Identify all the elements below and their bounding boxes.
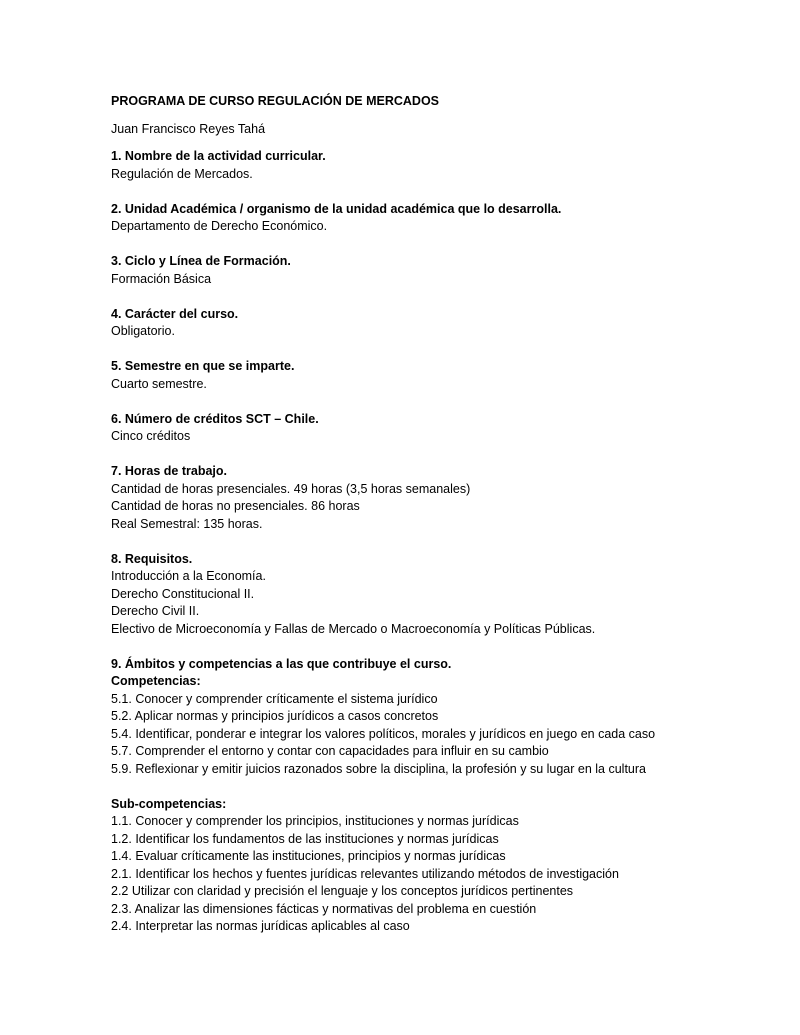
section-heading: 7. Horas de trabajo. [111,464,228,478]
section-line: Formación Básica [111,271,212,286]
section-5 [111,358,771,393]
section-line: Derecho Constitucional II. [111,586,255,601]
section-line: Regulación de Mercados. [111,166,253,181]
section-line: Cinco créditos [111,429,191,443]
section-heading: 6. Número de créditos SCT – Chile. [111,411,319,426]
section-heading: 2. Unidad Académica / organismo de la unidad académica que lo desarrolla. [111,201,562,216]
section-8 [111,551,771,639]
document-author: Juan Francisco Reyes Tahá [111,121,266,136]
competencia-item: 5.2. Aplicar normas y principios jurídicos a casos concretos [111,709,439,723]
section-line: Departamento de Derecho Económico. [111,219,328,233]
subcompetencia-item: 1.1. Conocer y comprender los principios, instituciones y normas jurídicas [111,814,519,828]
competencias-label: Competencias: [111,674,201,688]
section-line: Cantidad de horas no presenciales. 86 horas [111,499,360,513]
section-4 [111,306,771,341]
section-heading: 9. Ámbitos y competencias a las que contribuye el curso. [111,656,452,671]
section-heading: 8. Requisitos. [111,551,193,566]
section-line: Cuarto semestre. [111,376,207,391]
competencia-item: 5.7. Comprender el entorno y contar con capacidades para influir en su cambio [111,744,549,758]
document-body [111,93,771,953]
section-1 [111,148,771,183]
section-9 [111,656,771,936]
section-3 [111,253,771,288]
document-title: PROGRAMA DE CURSO REGULACIÓN DE MERCADOS [111,94,440,108]
subcompetencia-item: 2.2 Utilizar con claridad y precisión el lenguaje y los conceptos jurídicos pertinentes [111,884,574,898]
section-2 [111,201,771,236]
subcompetencia-item: 2.3. Analizar las dimensiones fácticas y normativas del problema en cuestión [111,901,537,916]
section-heading: 1. Nombre de la actividad curricular. [111,149,326,163]
competencia-item: 5.1. Conocer y comprender críticamente el sistema jurídico [111,691,438,706]
section-6 [111,411,771,446]
competencia-item: 5.4. Identificar, ponderar e integrar los valores políticos, morales y jurídicos en juego en cada caso [111,726,656,741]
subcompetencia-item: 2.1. Identificar los hechos y fuentes jurídicas relevantes utilizando métodos de investigación [111,866,619,881]
competencia-item: 5.9. Reflexionar y emitir juicios razonados sobre la disciplina, la profesión y su lugar en la cultura [111,761,646,776]
section-line: Derecho Civil II. [111,604,200,618]
section-line: Cantidad de horas presenciales. 49 horas (3,5 horas semanales) [111,481,471,496]
section-line: Electivo de Microeconomía y Fallas de Mercado o Macroeconomía y Políticas Públicas. [111,621,596,636]
section-line: Real Semestral: 135 horas. [111,516,263,531]
subcompetencia-item: 1.4. Evaluar críticamente las instituciones, principios y normas jurídicas [111,849,506,863]
section-line: Introducción a la Economía. [111,569,266,583]
spacer [111,778,771,796]
subcompetencias-label: Sub-competencias: [111,796,227,811]
section-7 [111,463,771,533]
subcompetencia-item: 1.2. Identificar los fundamentos de las instituciones y normas jurídicas [111,831,499,846]
subcompetencia-item: 2.4. Interpretar las normas jurídicas aplicables al caso [111,919,410,933]
section-line: Obligatorio. [111,324,175,338]
section-heading: 3. Ciclo y Línea de Formación. [111,254,291,268]
section-heading: 5. Semestre en que se imparte. [111,359,295,373]
section-heading: 4. Carácter del curso. [111,306,239,321]
